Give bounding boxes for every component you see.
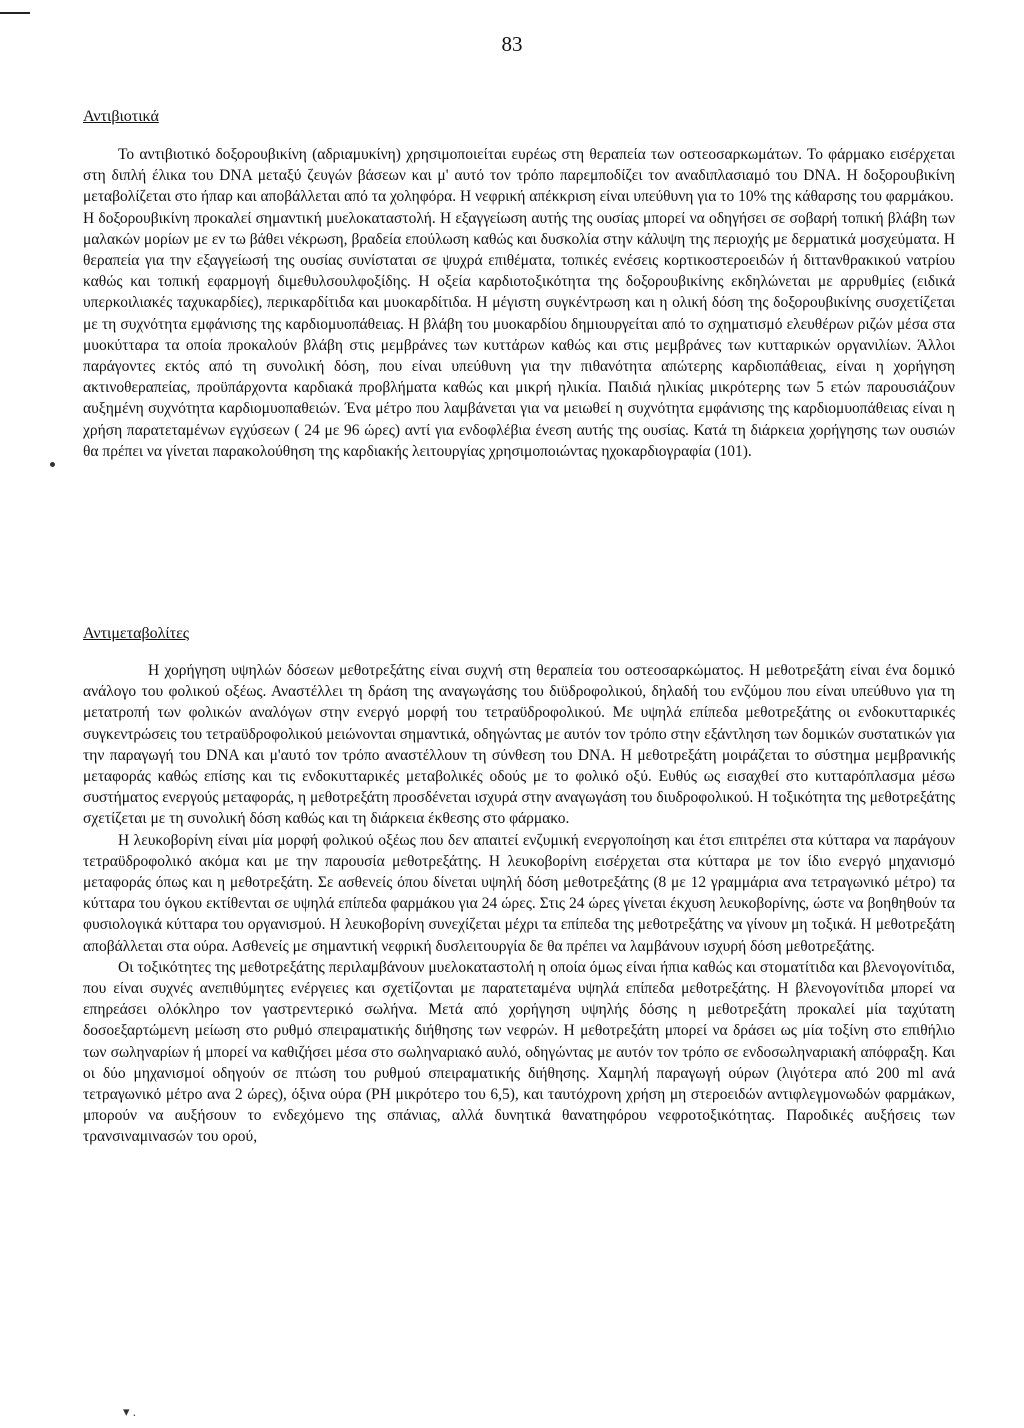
margin-dot: [50, 462, 55, 467]
paragraph: Το αντιβιοτικό δοξορουβικίνη (αδριαμυκίνη) χρησιμοποιείται ευρέως στη θεραπεία των οστεοσαρκωμάτων. Το φάρμακο εισέρχεται στη διπλή έλικα του DNA μεταξύ ζευγών βάσεων και μ' αυτό τον τρόπο παρεμποδίζει τον αναδιπλασιαμό του DNA. Η δοξορουβικίνη μεταβολίζεται στο ήπαρ και αποβάλλεται από τα χοληφόρα. Η νεφρική απέκκριση είναι υπεύθυνη για το 10% της κάθαρσης του φαρμάκου.: [83, 146, 955, 206]
paragraph: Η χορήγηση υψηλών δόσεων μεθοτρεξάτης είναι συχνή στη θεραπεία του οστεοσαρκώματος. Η μεθοτρεξάτη είναι ένα δομικό ανάλογο του φολικού οξέως. Αναστέλλει τη δράση της αναγωγάσης του διϋδροφολικού, δηλαδή του ενζύμου που είναι υπεύθυνο για τη μετατροπή των φολικών αναλόγων στην ενεργό μορφή του τετραϋδροφολικού. Με υψηλά επίπεδα μεθοτρεξάτης οι ενδοκυτταρικές συγκεντρώσεις του τετραϋδροφολικού μειώνονται σημαντικά, οδηγώντας με αυτόν τον τρόπο στην εξάντληση των δομικών συστατικών για την παραγωγή του DNA και μ'αυτό τον τρόπο αναστέλλουν τη σύνθεση του DNA. Η μεθοτρεξάτη μοιράζεται το σύστημα μεμβρανικής μεταφοράς καθώς επίσης και τις ενδοκυτταρικές μεταβολικές οδούς με το φολικό οξύ. Ευθύς ως εισαχθεί στο κυτταρόπλασμα μέσω συστήματος ενεργούς μεταφοράς, η μεθοτρεξάτη προσδένεται ισχυρά στην αναγωγάση του διυδροφολικού. Η τοξικότητα της μεθοτρεξάτης σχετίζεται με τη συνολική δόση καθώς και τη διάρκεια έκθεσης στο φάρμακο.: [83, 662, 955, 828]
paragraph: Οι τοξικότητες της μεθοτρεξάτης περιλαμβάνουν μυελοκαταστολή η οποία όμως είναι ήπια καθώς και στοματίτιδα και βλενογονίτιδα, που είναι συχνές ανεπιθύμητες ενέργειες και σχετίζονται με παρατεταμένα υψηλά επίπεδα μεθοτρεξάτης. Η βλενογονίτιδα μπορεί να επηρεάσει ολόκληρο τον γαστρεντερικό σωλήνα. Μετά από χορήγηση υψηλής δόσης η μεθοτρεξάτη προκαλεί μία ταχύτατη δοσοεξαρτώμενη μείωση στο ρυθμό σπειραματικής διήθησης των νεφρών. Η μεθοτρεξάτη μπορεί να δράσει ως μία τοξίνη στο επιθήλιο των σωληναρίων ή μπορεί να καθιζήσει μέσα στο σωληναριακό αυλό, οδηγώντας με αυτόν τον τρόπο σε ενδοσωληναριακή απόφραξη. Και οι δύο μηχανισμοί οδηγούν σε πτώση του ρυθμού σπειραματικής διήθησης. Χαμηλή παραγωγή ούρων (λιγότερα από 200 ml ανά τετραγωνικό μέτρο ανα 2 ώρες), όξινα ούρα (PH μικρότερο του 6,5), και ταυτόχρονη χρήση μη στεροειδών αντιφλεγμονωδών φαρμάκων, μπορούν να αυξήσουν το ενδεχόμενο της σπάνιας, αλλά δυνητικά θανατηφόρου νεφροτοξικότητας. Παροδικές αυξήσεις των τρανσιναμινασών του ορού,: [83, 958, 955, 1146]
section-body-antibiotics: [83, 144, 955, 462]
section-title-antimetabolites: Αντιμεταβολίτες: [83, 625, 190, 642]
stray-mark: ▾ .: [123, 1404, 137, 1419]
paragraph: Η δοξορουβικίνη προκαλεί σημαντική μυελοκαταστολή. Η εξαγγείωση αυτής της ουσίας μπορεί να οδηγήσει σε σοβαρή τοπική βλάβη των μαλακών μορίων με εν τω βάθει νέκρωση, βραδεία επούλωση καθώς και δυσκολία στην κάλυψη της περιοχής με δερματικά μοσχεύματα. Η θεραπεία για την εξαγγείωσή της ουσίας συνίσταται σε ψυχρά επιθέματα, τοπικές ενέσεις κορτικοστεροειδών ή διττανθρακικού νατρίου καθώς και τοπική εφαρμογή διμεθυλσουλφοξίδης. Η οξεία καρδιοτοξικότητα της δοξορουβικίνης εκδηλώνεται με αρρυθμίες (ειδικά υπερκοιλιακές ταχυκαρδίες), περικαρδίτιδα και μυοκαρδίτιδα. Η μέγιστη συγκέντρωση και η ολική δόση της δοξορουβικίνης συσχετίζεται με τη συχνότητα εμφάνισης της καρδιομυοπάθειας. Η βλάβη του μυοκαρδίου δημιουργείται από το σχηματισμό ελευθέρων ριζών μέσα στα μυοκύτταρα τα οποία προκαλούν βλάβη στις μεμβράνες των κυττάρων καθώς και στις μεμβράνες των κυτταρικών οργανιλίων. Άλλοι παράγοντες εκτός από τη συνολική δόση, που είναι υπεύθυνη για την πιθανότητα απώτερης καρδιοπάθειας, είναι η χορήγηση ακτινοθεραπείας, προϋπάρχοντα καρδιακά προβλήματα καθώς και μικρή ηλικία. Παιδιά ηλικίας μικρότερης των 5 ετών παρουσιάζουν αυξημένη συχνότητα καρδιομυοπαθειών. Ένα μέτρο που λαμβάνεται για να μειωθεί η συχνότητα εμφάνισης της καρδιομυοπάθειας είναι η χρήση παρατεταμένων εγχύσεων ( 24 με 96 ώρες) αντί για ενδοφλέβια ένεση αυτής της ουσίας. Κατά τη διάρκεια χορήγησης των ουσιών θα πρέπει να γίνεται παρακολούθηση της καρδιακής λειτουργίας χρησιμοποιώντας ηχοκαρδιογραφία (101).: [83, 209, 955, 460]
paragraph: Η λευκοβορίνη είναι μία μορφή φολικού οξέως που δεν απαιτεί ενζυμική ενεργοποίηση και έτσι επιτρέπει στα κύτταρα να παράγουν τετραϋδροφολικό ακόμα και με την παρουσία μεθοτρεξάτης. Η λευκοβορίνη εισέρχεται στα κύτταρα με τον ίδιο ενεργό μηχανισμό μεταφοράς όπως και η μεθοτρεξάτη. Σε ασθενείς όπου δίνεται υψηλή δόση μεθοτρεξάτης (8 με 12 γραμμάρια ανα τετραγωνικό μέτρο) τα κύτταρα του όγκου εκτίθενται σε υψηλά επίπεδα φαρμάκου για 24 ώρες. Στις 24 ώρες γίνεται έκχυση λευκοβορίνης, ώστε να βοηθηθούν τα φυσιολογικά κύτταρα του οργανισμού. Η λευκοβορίνη συνεχίζεται μέχρι τα επίπεδα της μεθοτρεξάτης να γίνουν μη τοξικά. Η μεθοτρεξάτη αποβάλλεται στα ούρα. Ασθενείς με σημαντική νεφρική δυσλειτουργία δε θα πρέπει να λαμβάνουν ισχυρή δόση μεθοτρεξάτης.: [83, 831, 955, 955]
section-title-antibiotics: Αντιβιοτικά: [83, 108, 159, 125]
page-number: 83: [501, 32, 523, 56]
scan-edge-mark: [0, 12, 30, 14]
section-body-antimetabolites: [83, 660, 955, 1148]
